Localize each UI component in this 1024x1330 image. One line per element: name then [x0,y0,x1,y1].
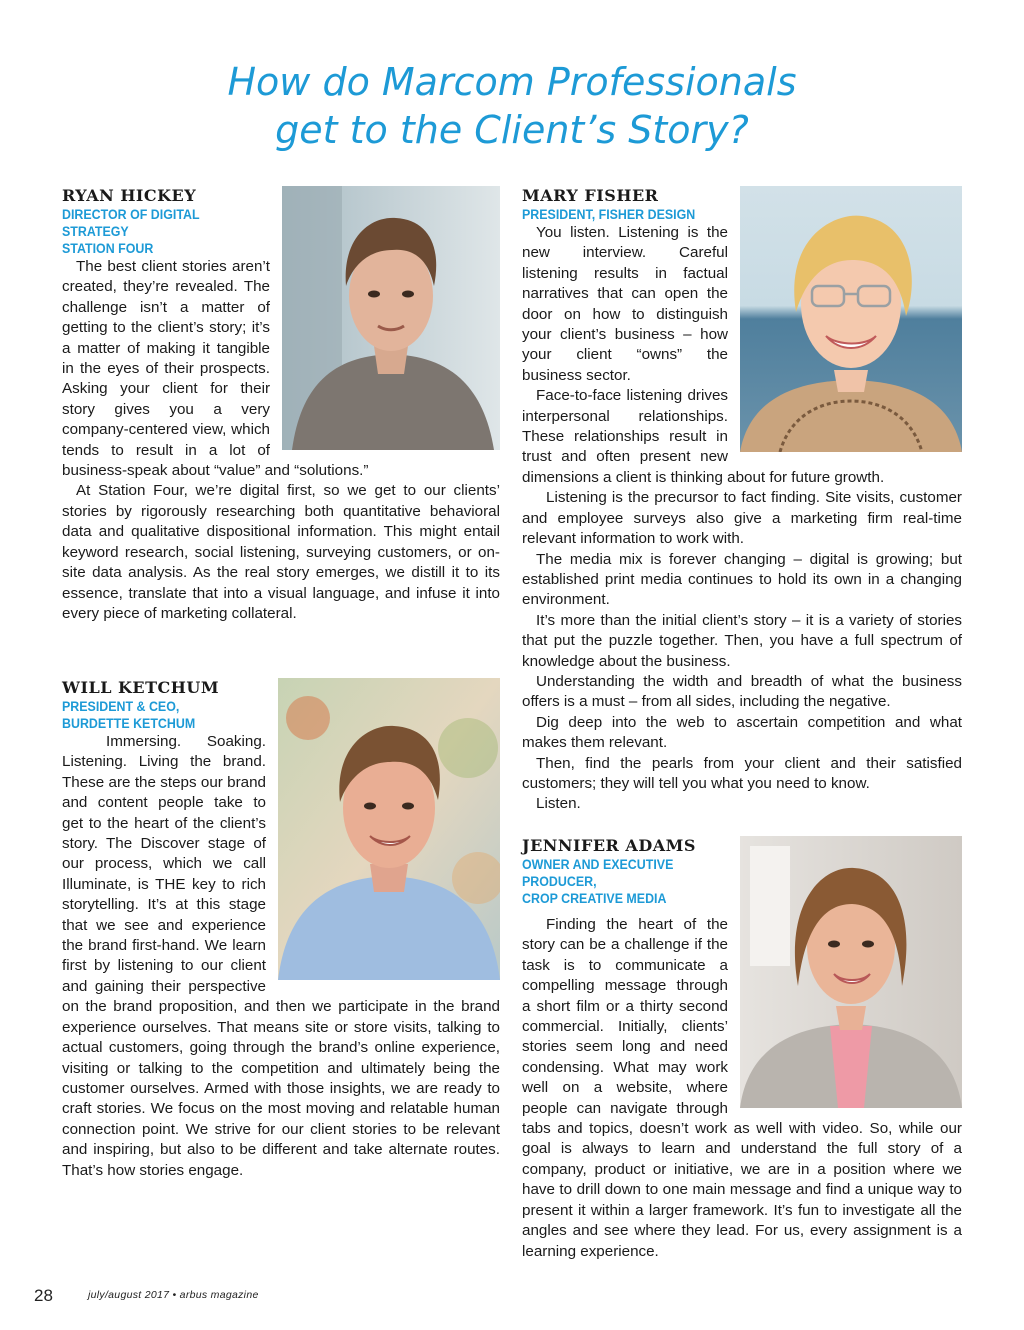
profile-jennifer-adams [522,836,962,1262]
page-footer [34,1286,259,1306]
name-mary-fisher: MARY FISHER [522,186,659,205]
role-jennifer-company: CROP CREATIVE MEDIA [522,891,667,906]
page-number: 28 [34,1286,53,1305]
profile-will-ketchum [62,678,500,1181]
paragraph: Face-to-face listening drives interpersonal relationships. These relationships result in trust and often present new dimensions a client is thinking about for future growth. [522,387,885,486]
name-will-ketchum: WILL KETCHUM [62,678,220,697]
paragraph: You listen. Listening is the new interview. Careful listening results in factual narratives that can open the door on how to distinguish your client’s business – how your client “owns” the business sector. [522,224,728,384]
role-will-company: BURDETTE KETCHUM [62,716,196,731]
paragraph: Finding the heart of the story can be a challenge if the task is to communicate a compelling message through a short film or a thirty second commercial. Initially, clients’ stories seem long and need condensing. What may work well on a website, where people can navigate through tabs and topics, doesn’t work as well with video. So, while our goal is always to learn and understand the full story of a company, product or initiative, we are in a position where we have to drill down to one main message and find a unique way to present it within a larger framework. It’s fun to investigate all the angles and see where they lead. For us, every assignment is a learning experience. [522,916,962,1260]
role-will-title: PRESIDENT & CEO, [62,699,180,714]
paragraph: It’s more than the initial client’s story – it is a variety of stories that put the puzzle together. Then, you have a full spectrum of knowledge about the business. [522,611,962,670]
photo-mary-fisher [740,186,962,452]
publication-line: july/august 2017 • arbus magazine [88,1289,259,1301]
profile-mary-fisher [522,186,962,815]
name-jennifer-adams: JENNIFER ADAMS [522,836,696,855]
paragraph: At Station Four, we’re digital first, so we get to our clients’ stories by rigorously researching both quantitative behavioral data and qualitative dispositional information. This might entail keyword research, social listening, surveying customers, or on-site data analysis. As the real story emerges, we distill it to its essence, translate that into a visual language, and infuse it into every piece of marketing collateral. [62,482,500,622]
role-jennifer-title-2: PRODUCER, [522,874,597,889]
role-jennifer-title: OWNER AND EXECUTIVE [522,857,674,872]
paragraph: Immersing. Soaking. Listening. Living the brand. These are the steps our brand and content people take to get to the heart of the client’s story. The Discover stage of our process, which we call Illuminate, is THE key to rich storytelling. It’s at this stage that we see and experience the brand first-hand. We learn first by listening to our client and gaining their perspective on the brand proposition, and then we participate in the brand experience ourselves. That means site or store visits, talking to actual customers, going through the brand’s online experience, visiting or talking to the competition and ultimately being the customer ourselves. Armed with those insights, we are ready to craft stories. We focus on the most moving and relatable human connection point. We strive for our client stories to be relevant and inspiring, but also to be different and take alternate routes. That’s how stories engage. [62,733,500,1179]
paragraph: Then, find the pearls from your client and their satisfied customers; they will tell you what you need to know. [522,754,962,792]
role-ryan-title: DIRECTOR OF DIGITAL STRATEGY [62,207,200,239]
title-line-1: How do Marcom Professionals [227,60,797,104]
paragraph: Understanding the width and breadth of what the business offers is a must – from all sides, including the negative. [522,672,962,711]
paragraph: Listening is the precursor to fact finding. Site visits, customer and employee surveys also give a marketing firm real-time relevant information to work with. [522,489,962,548]
page-title [0,58,1024,154]
paragraph: Listen. [536,795,581,813]
name-ryan-hickey: RYAN HICKEY [62,186,197,205]
paragraph: The best client stories aren’t created, they’re revealed. The challenge isn’t a matter of getting to the client’s story; it’s a matter of making it tangible in the eyes of their prospects. Asking your client for their story gives you a very company-centered view, which tends to result in a lot of business-speak about “value” and “solutions.” [62,258,369,480]
paragraph: Dig deep into the web to ascertain competition and what makes them relevant. [522,713,962,752]
title-line-2: get to the Client’s Story? [275,108,749,152]
paragraph: The media mix is forever changing – digital is growing; but established print media continues to hold its own in a changing environment. [522,550,962,609]
profile-ryan-hickey [62,186,500,624]
role-mary-title: PRESIDENT, FISHER DESIGN [522,207,696,222]
role-ryan-company: STATION FOUR [62,241,154,256]
